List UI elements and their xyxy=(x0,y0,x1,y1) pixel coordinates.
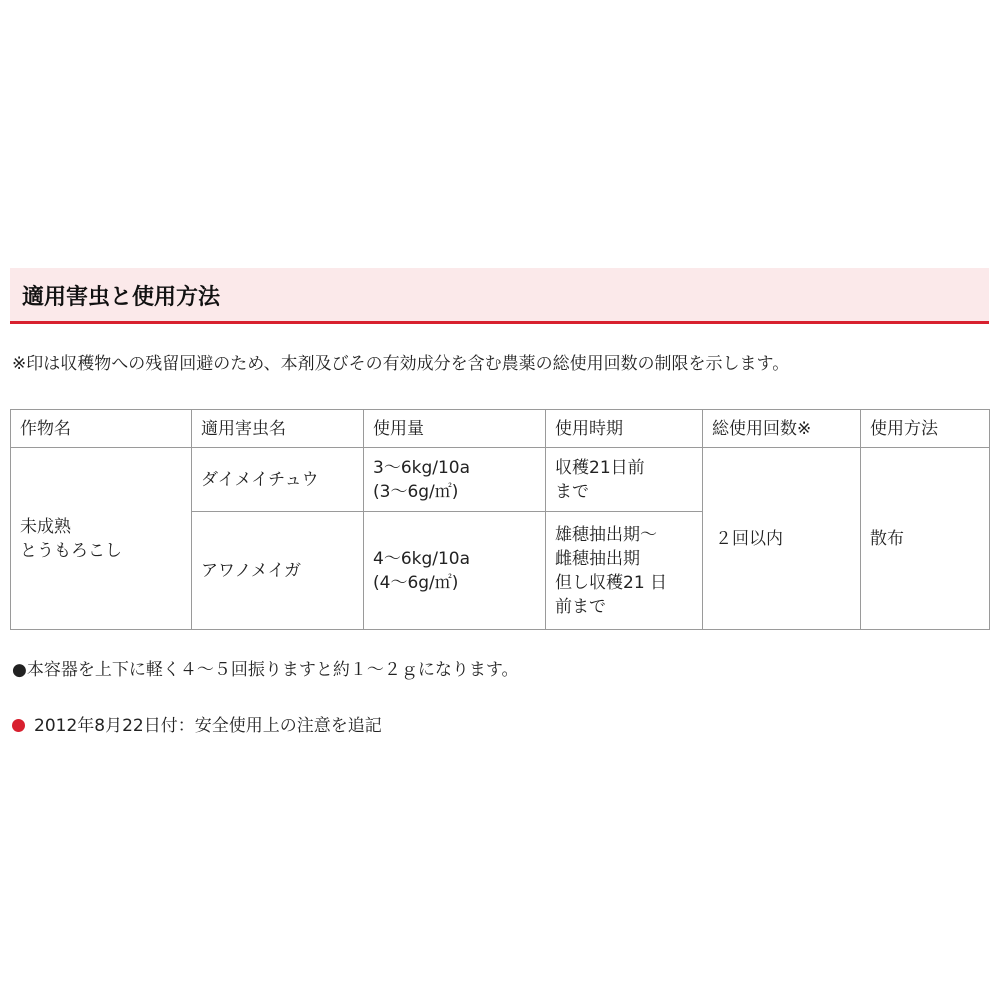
table-row xyxy=(11,448,990,512)
red-bullet-icon xyxy=(12,719,25,732)
header-timing: 使用時期 xyxy=(546,410,703,448)
pest-cell: ダイメイチュウ xyxy=(192,448,364,512)
pest-cell: アワノメイガ xyxy=(192,512,364,630)
table-header-row xyxy=(11,410,990,448)
usage-table xyxy=(10,409,990,630)
header-pest: 適用害虫名 xyxy=(192,410,364,448)
revision-note xyxy=(12,711,382,736)
timing-cell: 雄穂抽出期～ 雌穂抽出期 但し収穫21 日 前まで xyxy=(546,512,703,630)
timing-cell: 収穫21日前 まで xyxy=(546,448,703,512)
section-title: 適用害虫と使用方法 xyxy=(22,285,221,310)
restriction-note: ※印は収穫物への残留回避のため、本剤及びその有効成分を含む農薬の総使用回数の制限を示します。 xyxy=(12,354,790,374)
total-uses-cell: ２回以内 xyxy=(703,448,861,630)
crop-cell: 未成熟 とうもろこし xyxy=(11,448,192,630)
amount-cell: 4～6kg/10a (4～6g/㎡) xyxy=(364,512,546,630)
method-cell: 散布 xyxy=(861,448,990,630)
header-amount: 使用量 xyxy=(364,410,546,448)
header-method: 使用方法 xyxy=(861,410,990,448)
amount-cell: 3～6kg/10a (3～6g/㎡) xyxy=(364,448,546,512)
header-total-uses: 総使用回数※ xyxy=(703,410,861,448)
dosage-note: ●本容器を上下に軽く４～５回振りますと約１～２ｇになります。 xyxy=(12,660,519,680)
section-header xyxy=(10,268,989,324)
header-crop: 作物名 xyxy=(11,410,192,448)
revision-text: 2012年8月22日付：安全使用上の注意を追記 xyxy=(34,716,382,736)
